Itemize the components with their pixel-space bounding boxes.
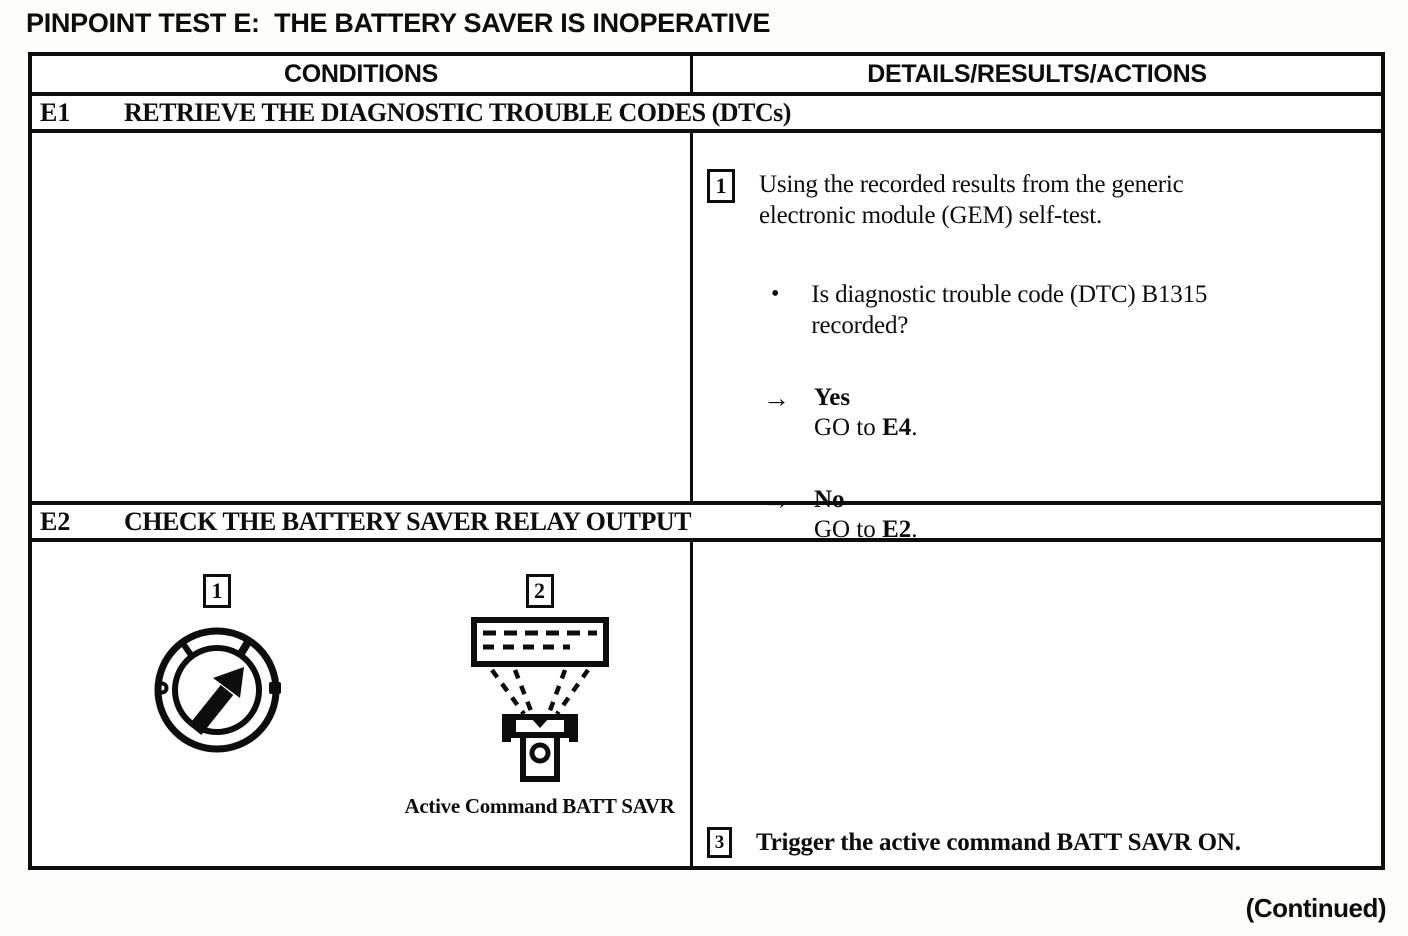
column-header-details: DETAILS/RESULTS/ACTIONS (867, 59, 1207, 88)
result-arrow-icon: → (763, 485, 788, 515)
step-title-label: RETRIEVE THE DIAGNOSTIC TROUBLE CODES (DTCs) (124, 97, 791, 127)
answer-action (814, 413, 918, 443)
answer-item-no (763, 485, 1371, 545)
action-target-step: E4 (882, 414, 912, 441)
ignition-switch-figure (147, 574, 287, 756)
scan-tool-figure (404, 574, 675, 819)
instruction-text: Trigger the active command BATT SAVR ON. (756, 829, 1241, 856)
action-suffix: . (911, 516, 918, 543)
ignition-switch-icon (147, 616, 287, 756)
figure-caption: Active Command BATT SAVR (404, 794, 675, 818)
step-banner-e1 (32, 96, 1381, 133)
action-target-step: E2 (882, 516, 912, 543)
bullet-icon: • (771, 281, 780, 307)
answer-block (814, 485, 918, 545)
figure-number-box: 2 (526, 574, 554, 608)
column-header-conditions: CONDITIONS (32, 56, 693, 92)
answer-item-yes (763, 383, 1371, 443)
step-id-label: E1 (40, 97, 71, 127)
action-prefix: GO to (814, 516, 883, 543)
answer-label: No (814, 486, 845, 513)
step-number-box: 3 (707, 827, 732, 858)
e1-conditions-cell (32, 133, 693, 501)
pinpoint-test-table (28, 52, 1385, 870)
question-text: Is diagnostic trouble code (DTC) B1315 recorded? (811, 281, 1208, 339)
answer-label: Yes (814, 384, 851, 411)
step-body-e2 (32, 542, 1381, 866)
answer-block (814, 383, 918, 443)
instruction-text: Using the recorded results from the generic electronic module (GEM) self-test. (759, 171, 1184, 229)
result-arrow-icon: → (763, 383, 788, 413)
scan-tool-icon (460, 616, 620, 784)
numbered-step-item (707, 169, 1371, 231)
action-prefix: GO to (814, 414, 883, 441)
table-header-row (32, 56, 1381, 96)
page-title: PINPOINT TEST E: THE BATTERY SAVER IS INOPERATIVE (26, 8, 771, 38)
e2-conditions-cell (32, 542, 693, 866)
step-id-label: E2 (40, 506, 71, 536)
step-number-box: 1 (707, 169, 735, 203)
action-suffix: . (911, 414, 918, 441)
e1-details-cell (693, 133, 1381, 543)
continued-note: (Continued) (1245, 893, 1386, 923)
figure-number-box: 1 (203, 574, 231, 608)
numbered-step-item (707, 827, 1371, 858)
answer-action (814, 515, 918, 545)
question-item (771, 279, 1371, 341)
step-title-label: CHECK THE BATTERY SAVER RELAY OUTPUT (124, 506, 691, 536)
e2-details-cell (693, 542, 1381, 866)
